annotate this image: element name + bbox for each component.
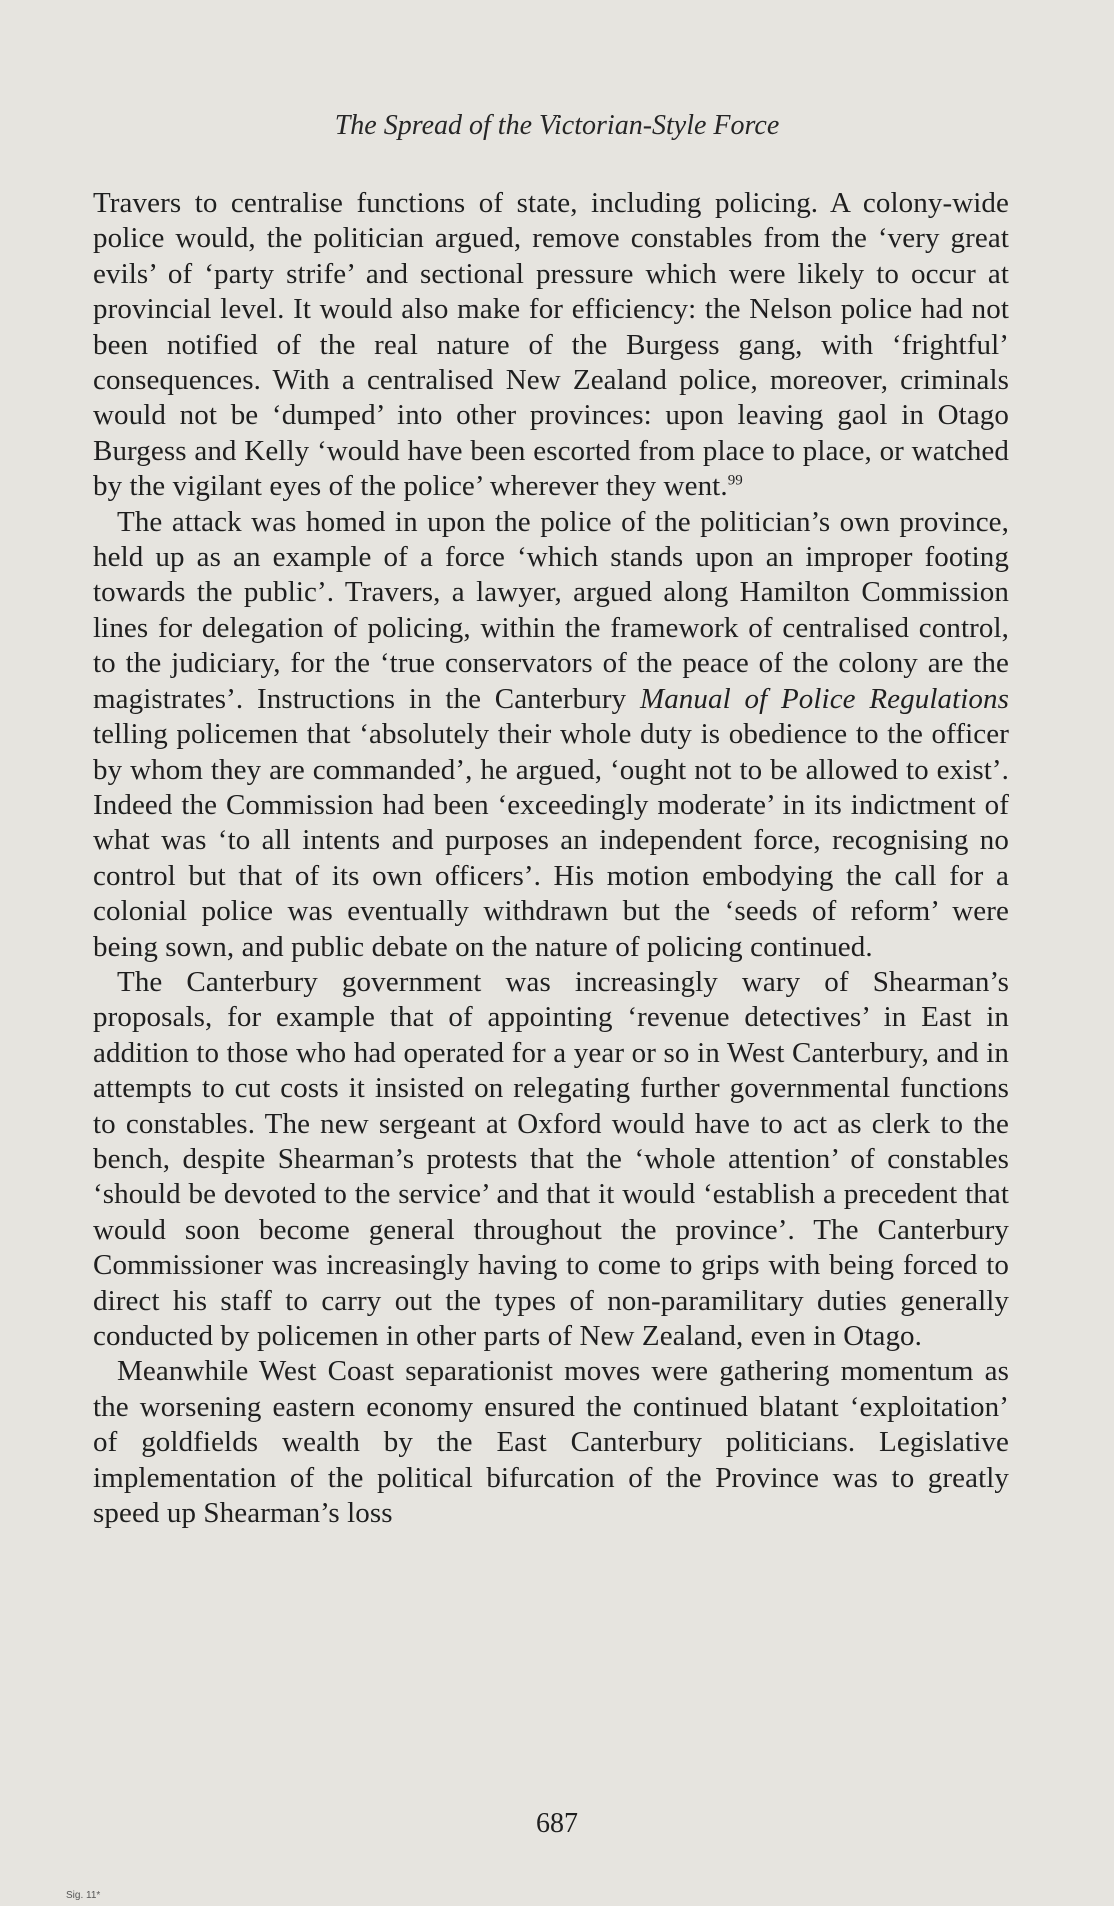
paragraph-4 xyxy=(93,1354,1009,1531)
signature-mark: Sig. 11* xyxy=(66,1890,101,1901)
footnote-marker: 99 xyxy=(727,472,743,489)
page-number: 687 xyxy=(536,1808,578,1839)
body-text xyxy=(93,186,1009,1531)
paragraph-text: Meanwhile West Coast separationist moves were gathering momentum as the worsening eastern economy ensured the continued blatant ‘exploitation’ of goldfields wealth by the East Canterbury politicians. Legislative implementation of the political bifurcation of the Province was to greatly speed up Shearman’s loss xyxy=(93,1355,1009,1530)
paragraph-text: Travers to centralise functions of state, including policing. A colony-wide police would, the politician argued, remove constables from the ‘very great evils’ of ‘party strife’ and sectional pressure which were likely to occur at provincial level. It would also make for efficiency: the Nelson police had not been notified of the real nature of the Burgess gang, with ‘frightful’ consequences. With a centralised New Zealand police, moreover, criminals would not be ‘dumped’ into other provinces: upon leaving gaol in Otago Burgess and Kelly ‘would have been escorted from place to place, or watched by the vigilant eyes of the police’ wherever they went. xyxy=(93,187,1009,503)
paragraph-3 xyxy=(93,965,1009,1354)
paragraph-1 xyxy=(93,186,1009,505)
paragraph-text: telling policemen that ‘absolutely their whole duty is obedience to the officer by whom they are commanded’, he argued, ‘ought not to be allowed to exist’. Indeed the Commission had been ‘exceedingly moderate’ in its indictment of what was ‘to all intents and purposes an independent force, recognising no control but that of its own officers’. His motion embodying the call for a colonial police was eventually withdrawn but the ‘seeds of reform’ were being sown, and public debate on the nature of policing continued. xyxy=(93,718,1009,963)
paragraph-2 xyxy=(93,505,1009,965)
paragraph-text: The attack was homed in upon the police of the politician’s own province, held up as an example of a force ‘which stands upon an improper footing towards the public’. Travers, a lawyer, argued along Hamilton Commission lines for delegation of policing, within the framework of centralised control, to the judiciary, for the ‘true conservators of the peace of the colony are the magistrates’. Instructions in the Canterbury xyxy=(93,505,1009,715)
italic-title: Manual of Police Regulations xyxy=(639,682,1009,715)
paragraph-text: The Canterbury government was increasingly wary of Shearman’s proposals, for example that of appointing ‘revenue detectives’ in East in addition to those who had operated for a year or so in West Canterbury, and in attempts to cut costs it insisted on relegating further governmental functions to constables. The new sergeant at Oxford would have to act as clerk to the bench, despite Shearman’s protests that the ‘whole attention’ of constables ‘should be devoted to the service’ and that it would ‘establish a precedent that would soon become general throughout the province’. The Canterbury Commissioner was increasingly having to come to grips with being forced to direct his staff to carry out the types of non-paramilitary duties generally conducted by policemen in other parts of New Zealand, even in Otago. xyxy=(93,965,1009,1352)
running-head: The Spread of the Victorian-Style Force xyxy=(334,110,780,141)
